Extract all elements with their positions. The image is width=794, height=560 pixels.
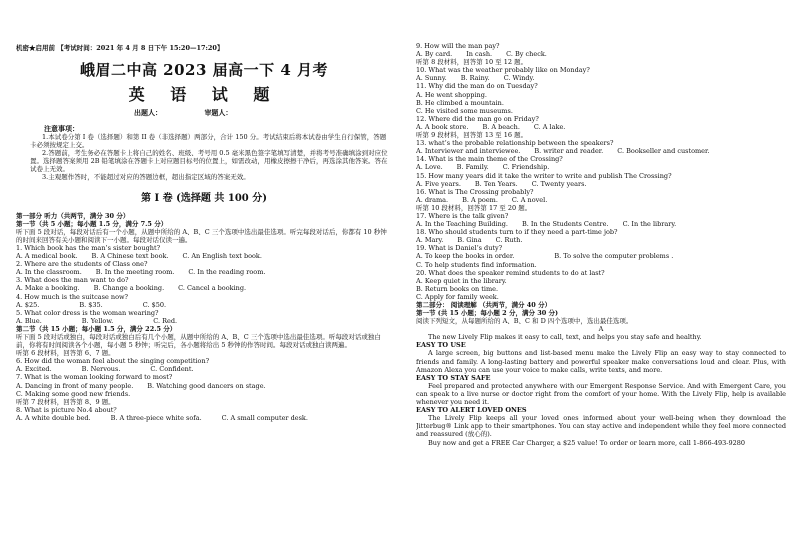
question: 13. what’s the probable relationship between the speakers? (416, 139, 614, 148)
option: C. An English text book. (182, 252, 262, 261)
question: 5. What color dress is the woman wearing? (16, 308, 159, 317)
notice-list (16, 133, 392, 182)
question-options (416, 196, 786, 204)
question: 6. How did the woman feel about the singing competition? (16, 357, 210, 366)
question: 7. What is the woman looking forward to most? (16, 373, 173, 382)
option: C. A small computer desk. (221, 413, 308, 422)
question: 2. Where are the students of Class one? (16, 260, 148, 269)
option: B. In the meeting room. (95, 268, 175, 277)
question-options (416, 236, 786, 244)
question: 4. How much is the suitcase now? (16, 292, 129, 301)
option: B. In the Students Centre. (522, 220, 609, 229)
option: A. In the Teaching Building. (416, 220, 509, 229)
option: C. Twenty years. (531, 179, 587, 188)
passage-intro: The new Lively Flip makes it easy to call, text, and helps you stay safe and healthy. (428, 333, 702, 342)
creator-line (16, 108, 392, 118)
option: A. Blue. (16, 316, 42, 325)
option: C. Bookseller and customer. (617, 147, 710, 156)
option: B. Change a booking. (93, 284, 165, 293)
option: A. Love. (416, 163, 443, 172)
question: 20. What does the speaker remind students to do at last? (416, 268, 605, 277)
option: C. Confident. (150, 365, 194, 374)
creator-label: 出题人： (134, 108, 162, 117)
option: B. A Chinese text book. (91, 252, 169, 261)
option: C. A novel. (511, 195, 548, 204)
option: A. A book store. (416, 122, 469, 131)
question-options (16, 317, 392, 325)
option: B. Ten Years. (474, 179, 518, 188)
option: B. A three-piece white sofa. (110, 413, 202, 422)
option: C. He visited some museums. (416, 106, 513, 115)
sec2-heading: 第二节（共 15 小题；每小题 1.5 分，满分 22.5 分） (16, 324, 177, 333)
question: 17. Where is the talk given? (416, 211, 509, 220)
question: 1. Which book has the man’s sister bought? (16, 243, 161, 252)
question-options (16, 301, 392, 309)
option: A. Five years. (416, 179, 461, 188)
question-options (416, 163, 786, 171)
sec1-heading: 第一节（共 5 小题；每小题 1.5 分，满分 7.5 分） (16, 219, 168, 228)
listen-instruction: 听第 7 段材料，回答第 8、9 题。 (16, 397, 115, 406)
option: A. He went shopping. (416, 90, 487, 99)
question-options (416, 74, 786, 82)
option: A. By card. (416, 50, 453, 59)
question-options (416, 50, 786, 58)
p2sec1-heading: 第一节 (共 15 小题；每小题 2 分，满分 30 分) (416, 309, 559, 318)
question-options (16, 414, 392, 422)
passage-subheading: EASY TO USE (416, 341, 466, 350)
part2-heading: 第二部分： 阅读理解 （共两节，满分 40 分） (416, 301, 552, 309)
option: C. $50. (142, 300, 167, 309)
reviewer-label: 审题人： (204, 108, 233, 117)
option: B. A poem. (462, 195, 498, 204)
question-options (416, 123, 786, 131)
passage-subheading: EASY TO ALERT LOVED ONES (416, 406, 527, 415)
question-options (416, 180, 786, 188)
option: B. writer and reader. (534, 147, 604, 156)
question: 19. What is Daniel’s duty? (416, 244, 503, 253)
option: A. Dancing in front of many people. (16, 381, 134, 390)
notice-item: 2.答题前，考生务必在答题卡上将自己的姓名、班级、考号用 0.5 毫米黑色签字笔填写清楚，并将考号准确填涂到对应位置。选择题答案须用 2B 铅笔填涂在答题卡上对应题目标号的位置上，如需改动，用橡皮擦擦干净后，再选涂其他答案。答在试卷上无效。 (30, 149, 388, 174)
option: A. drama. (416, 195, 449, 204)
option: A. Mary. (416, 236, 444, 245)
passage-paragraph: A large screen, big buttons and list-based menu make the Lively Flip an easy way to stay connected to friends and family. A long-lasting battery and powerful speaker make conversations loud and clear. Plus, with Amazon Alexa you can use your voice to make calls, write texts, and more. (416, 349, 786, 374)
option: A. $25. (16, 300, 40, 309)
sec2-intro: 听下面 5 段对话或独白，每段对话或独白后有几个小题，从题中所给的 A、B、C 三个选项中选出最佳选项。听每段对话或独白前，你将有时间阅读各个小题，每小题 5 秒钟；听完后，各小题将给出 5 秒钟的作答时间。每段对话或独白读两遍。 (16, 332, 381, 350)
question: 9. How will the man pay? (416, 42, 500, 50)
option: B. Gina (457, 236, 482, 245)
passage-paragraph: Feel prepared and protected anywhere with our Emergent Response Service. And with Emergent Care, you can speak to a live nurse or doctor right from the comfort of your home. With the Lively Flip, help is available whenever you need it. (416, 381, 786, 407)
question: 12. Where did the man go on Friday? (416, 114, 539, 123)
question: 11. Why did the man do on Tuesday? (416, 82, 538, 91)
passage-paragraph: Buy now and get a FREE Car Charger, a $25 value! To order or learn more, call 1-866-493-9280 (428, 438, 745, 447)
question-options (16, 268, 392, 276)
option: B. Nervous. (81, 365, 121, 374)
option: C. By check. (506, 50, 547, 59)
section-heading: 第 I 卷 (选择题 共 100 分) (141, 192, 267, 204)
listen-instruction: 听第 10 段材料，回答第 17 至 20 题。 (416, 203, 532, 212)
option: B. A beach. (482, 122, 520, 131)
notice-item: 3.主观题作答时，不能超过对应的答题边框，超出指定区域的答案无效。 (42, 173, 250, 182)
option: C. In the reading room. (188, 268, 266, 277)
question-options (416, 220, 786, 228)
option: A. Keep quiet in the library. (416, 276, 507, 285)
question-options (416, 147, 786, 155)
option: A. Make a booking. (16, 284, 80, 293)
option: B. Rainy. (460, 74, 490, 83)
p2sec1-intro: 阅读下列短文，从每题所给的 A、B、C 和 D 四个选项中，选出最佳选项。 (416, 317, 633, 326)
question-options (16, 382, 392, 390)
option: A. Excited. (16, 365, 52, 374)
question-options (16, 252, 392, 260)
question: 3. What does the man want to do? (16, 276, 129, 285)
option: B. Return books on time. (416, 284, 499, 293)
option: C. Making some good new friends. (16, 389, 131, 398)
option: A. A medical book. (16, 252, 78, 261)
question: 16. What is The Crossing probably? (416, 187, 534, 196)
subject-title: 英 语 试 题 (128, 85, 280, 104)
option: C. A lake. (533, 122, 566, 131)
option: C. To help students find information. (416, 260, 537, 269)
listen-instruction: 听第 9 段材料，回答第 13 至 16 题。 (416, 131, 528, 140)
option: C. In the library. (622, 220, 677, 229)
passage-letter: A (598, 325, 604, 334)
part1-heading: 第一部分 听力（共两节，满分 30 分） (16, 211, 130, 220)
option: C. Ruth. (495, 236, 523, 245)
sec1-intro: 听下面 5 段对话，每段对话后有一个小题，从题中所给的 A、B、C 三个选项中选出最佳选项。听完每段对话后，你都有 10 秒钟的时间来回答有关小题和阅读下一小题。每段对话仅读一遍。 (16, 227, 387, 244)
question-options (16, 284, 392, 292)
option: B. Family. (456, 163, 489, 172)
option: C. Red. (153, 316, 178, 325)
option: A. Interviewer and interviewee. (416, 147, 521, 156)
option: B. $35. (79, 300, 103, 309)
option: B. Yellow. (81, 316, 114, 325)
option: C. Friendship. (502, 163, 550, 172)
left-column (16, 0, 392, 560)
question: 14. What is the main theme of the Crossing? (416, 155, 563, 164)
question: 10. What was the weather probably like on Monday? (416, 66, 590, 75)
option: A. Sunny. (416, 74, 447, 83)
question: 8. What is picture No.4 about？ (16, 405, 120, 414)
option: A. A white double bed. (16, 413, 91, 422)
passage-paragraph: The Lively Flip keeps all your loved ones informed about your well-being when they download the Jitterbug® Link app to their smartphones. You can stay active and independent while they feel more connected and reassured (放心的). (416, 414, 786, 439)
passage-subheading: EASY TO STAY SAFE (416, 373, 491, 382)
question-options (416, 252, 786, 260)
notice-heading: 注意事项： (44, 124, 79, 133)
listen-instruction: 听第 8 段材料，回答第 10 至 12 题。 (416, 58, 528, 67)
notice-item: 1.本试卷分第 I 卷（选择题）和第 II 卷（非选择题）两部分，合计 150 分。考试结束后将本试卷由学生自行保管，答题卡必须按规定上交。 (30, 133, 387, 150)
question-options (16, 365, 392, 373)
option: In cash. (466, 50, 493, 59)
option: C. Apply for family week. (416, 292, 499, 301)
option: A. To keep the books in order. (416, 252, 515, 261)
option: B. Watching good dancers on stage. (147, 381, 266, 390)
confidential-header: 机密★启用前 【考试时间：2021 年 4 月 8 日下午 15:20—17:20】 (16, 44, 224, 52)
question: 18. Who should students turn to if they need a part-time job? (416, 228, 618, 237)
option: B. To solve the computer problems . (554, 252, 674, 261)
school-title: 峨眉二中高 2023 届高一下 4 月考 (79, 61, 329, 79)
question: 15. How many years did it take the writer to write and publish The Crossing? (416, 171, 672, 180)
option: A. In the classroom. (16, 268, 82, 277)
option: C. Windy. (503, 74, 535, 83)
option: B. He climbed a mountain. (416, 98, 504, 107)
option: C. Cancel a booking. (178, 284, 247, 293)
listen-instruction: 听第 6 段材料，回答第 6、7 题。 (16, 349, 115, 358)
right-column (416, 0, 786, 560)
